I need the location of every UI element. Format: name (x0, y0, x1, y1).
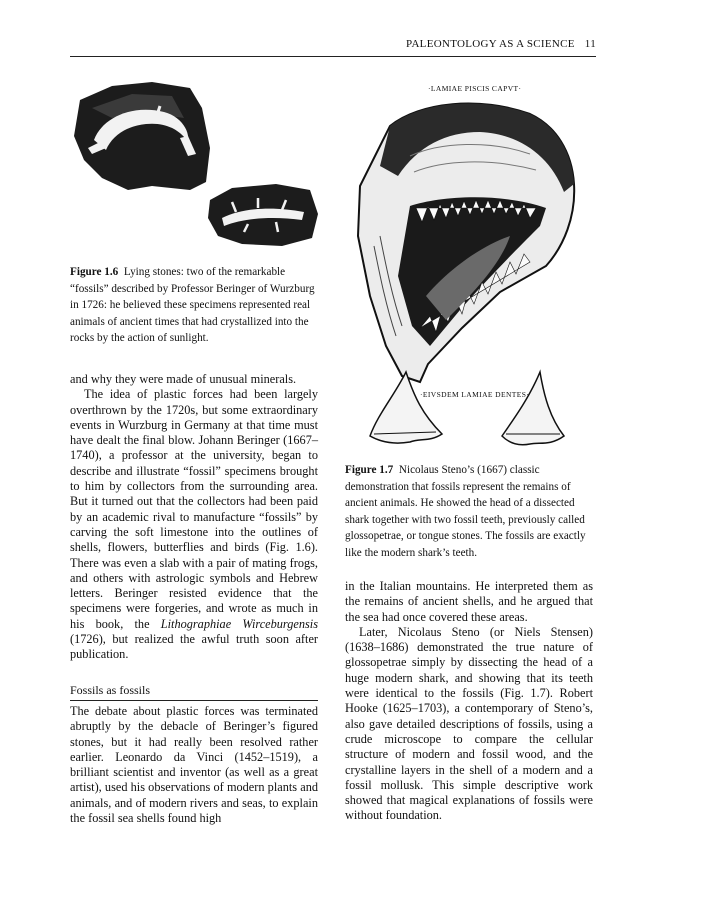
figure-1-7-caption (345, 462, 593, 561)
running-header (70, 38, 596, 54)
left-column-body-2 (70, 704, 318, 826)
figure-1-7-head-label: ·LAMIAE PISCIS CAPVT· (428, 84, 522, 93)
left-paragraph-1: and why they were made of unusual minerals. (70, 372, 297, 386)
left-paragraph-2 (70, 387, 318, 662)
section-heading: Fossils as fossils (70, 683, 318, 701)
left-column-body (70, 372, 318, 663)
left-paragraph-2-part-1: The idea of plastic forces had been largely overthrown by the 1720s, but some extraordinary events in Wurzburg in Germany at that time must have dealt the final blow. Johann Beringer (1667–1740), a professor at the university, began to describe and illustrate “fossil” specimens brought to him by collectors from the surrounding area. But it turned out that the collectors had been paid by an academic rival to manufacture “fossils” by carving the soft limestone into the outlines of shells, flowers, butterflies and birds (Fig. 1.6). There was even a slab with a pair of mating frogs, and others with astrologic symbols and Hebrew letters. Beringer resisted evidence that the specimens were forgeries, and wrote as much in his book, the (70, 387, 318, 631)
figure-1-6-caption-text: Lying stones: two of the remarkable “fossils” described by Professor Beringer of Wurzburg in 1726: he believed these specimens represented real animals of ancient times that had crystallized into the rocks by the action of sunlight. (70, 266, 315, 344)
left-paragraph-2-part-2: (1726), but realized the awful truth soon after publication. (70, 632, 318, 662)
figure-1-6-image (72, 78, 322, 250)
figure-1-7-image (350, 96, 580, 456)
right-column-body (345, 579, 593, 824)
running-title: PALEONTOLOGY AS A SCIENCE (406, 38, 575, 50)
figure-1-6-caption (70, 264, 316, 347)
header-rule (70, 56, 596, 57)
left-paragraph-3: The debate about plastic forces was terminated abruptly by the debacle of Beringer’s figured stones, but it had really been resolved rather earlier. Leonardo da Vinci (1452–1519), a brilliant scientist and inventor (as well as a great artist), used his observations of modern plants and animals, and of modern rivers and seas, to explain the fossil sea shells found high (70, 704, 318, 826)
figure-1-7-teeth-label: ·EIVSDEM LAMIAE DENTES· (420, 390, 530, 399)
right-paragraph-2: Later, Nicolaus Steno (or Niels Stensen) (1638–1686) demonstrated the true nature of glossopetrae simply by dissecting the head of a huge modern shark, and showing that its teeth were identical to the fossils (Fig. 1.7). Robert Hooke (1625–1703), a contemporary of Steno’s, also gave detailed descriptions of fossils, using a crude microscope to compare the cellular structure of modern and fossil wood, and the crystalline layers in the shell of a modern and a fossil mollusk. This simple descriptive work showed that magical explanations of fossils were without foundation. (345, 624, 593, 823)
page-number: 11 (584, 38, 596, 50)
book-title: Lithographiae Wirceburgensis (160, 616, 318, 631)
figure-1-7-caption-text: Nicolaus Steno’s (1667) classic demonstration that fossils represent the remains of ancient animals. He showed the head of a dissected shark together with two fossil teeth, previously called glossopetrae, or tongue stones. The fossils are exactly like the modern shark’s teeth. (345, 464, 586, 559)
right-paragraph-1: in the Italian mountains. He interpreted them as the remains of ancient shells, and he argued that the sea had once covered these areas. (345, 579, 593, 624)
figure-1-7-label: Figure 1.7 (345, 464, 394, 476)
figure-1-6-label: Figure 1.6 (70, 266, 119, 278)
